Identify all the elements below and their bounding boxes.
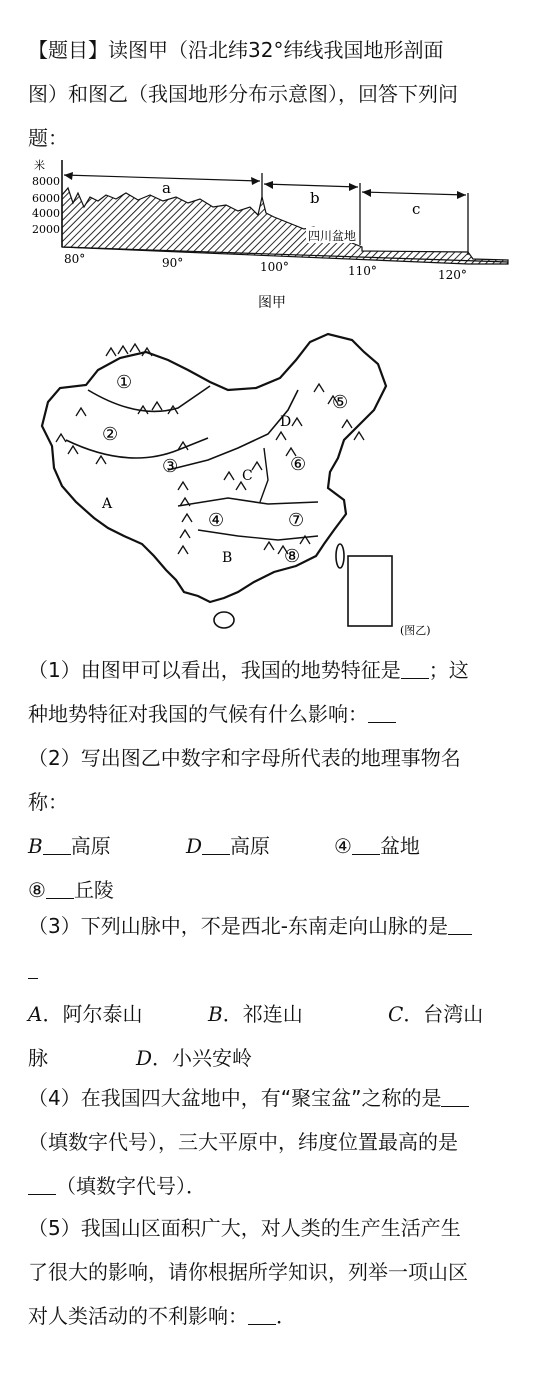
question-3 xyxy=(28,904,518,1080)
q2-eight-blank[interactable] xyxy=(46,876,74,899)
q5-line-3: 对人类活动的不利影响： xyxy=(28,1304,248,1328)
q3-opt-d[interactable]: ．小兴安岭 xyxy=(152,1046,253,1070)
q5-end: ． xyxy=(276,1304,296,1328)
q2-d-suffix: 高原 xyxy=(230,834,271,858)
figure-b-caption: (图乙) xyxy=(400,624,431,637)
intro-line-2: 图）和图乙（我国地形分布示意图），回答下列问 xyxy=(28,82,458,106)
label-6: ⑥ xyxy=(290,454,307,475)
intro-line-1: 【题目】读图甲（沿北纬32°纬线我国地形剖面 xyxy=(28,38,444,62)
q1-text-b: ；这 xyxy=(428,658,469,682)
q2-line-1: （2）写出图乙中数字和字母所代表的地理事物名 xyxy=(28,746,461,770)
q4-line-1: （4）在我国四大盆地中，有“聚宝盆”之称的是 xyxy=(28,1086,442,1110)
figure-a-caption: 图甲 xyxy=(258,295,286,311)
q3-opt-c-letter: C xyxy=(388,1002,404,1026)
q2-b-suffix: 高原 xyxy=(70,834,111,858)
hainan-island xyxy=(214,612,234,628)
label-5: ⑤ xyxy=(332,392,349,413)
q2-four-num: ④ xyxy=(334,834,352,858)
label-C: C xyxy=(242,468,253,484)
label-3: ③ xyxy=(162,456,179,477)
q3-blank[interactable] xyxy=(448,912,472,935)
question-5 xyxy=(28,1206,518,1338)
question-4 xyxy=(28,1076,518,1208)
label-A: A xyxy=(102,496,113,512)
question-2 xyxy=(28,736,518,912)
q1-blank-2[interactable] xyxy=(368,700,396,723)
q3-blank-cont xyxy=(28,956,38,979)
x-tick-80: 80° xyxy=(64,252,86,266)
q3-opt-b-letter: B xyxy=(208,1002,223,1026)
q4-blank-2[interactable] xyxy=(28,1172,56,1195)
q2-b-letter: B xyxy=(28,834,43,858)
q2-line-2: 称： xyxy=(28,790,68,814)
x-tick-100: 100° xyxy=(260,260,289,274)
terrain-profile xyxy=(62,188,508,264)
x-tick-110: 110° xyxy=(348,264,377,278)
y-tick-8000: 8000 xyxy=(32,175,60,188)
q3-opt-c-cont: 脉 xyxy=(28,1046,48,1070)
q3-opt-c[interactable]: ．台湾山 xyxy=(403,1002,484,1026)
y-tick-2000: 2000 xyxy=(32,223,60,236)
segment-c-label: c xyxy=(412,200,421,218)
south-sea-inset xyxy=(348,556,392,626)
figure-b-terrain-map xyxy=(28,330,458,640)
q2-eight-suffix: 丘陵 xyxy=(73,878,114,902)
q5-blank[interactable] xyxy=(248,1302,276,1325)
q4-blank-1[interactable] xyxy=(441,1084,469,1107)
x-tick-120: 120° xyxy=(438,268,467,282)
q1-text-a: （1）由图甲可以看出，我国的地势特征是 xyxy=(28,658,401,682)
q3-opt-b[interactable]: ．祁连山 xyxy=(222,1002,303,1026)
segment-b-label: b xyxy=(310,189,320,207)
q3-opt-d-letter: D xyxy=(136,1046,153,1070)
question-intro xyxy=(28,28,518,160)
q4-line-2: （填数字代号），三大平原中，纬度位置最高的是 xyxy=(28,1130,458,1154)
intro-line-3: 题： xyxy=(28,126,68,150)
label-7: ⑦ xyxy=(288,510,305,531)
china-outline xyxy=(42,334,386,602)
segment-a-label: a xyxy=(162,179,171,197)
taiwan-island xyxy=(336,544,344,568)
x-tick-90: 90° xyxy=(162,256,184,270)
label-8: ⑧ xyxy=(284,546,301,567)
q2-eight-num: ⑧ xyxy=(28,878,46,902)
q3-opt-a[interactable]: ．阿尔泰山 xyxy=(42,1002,143,1026)
q2-d-letter: D xyxy=(186,834,203,858)
y-tick-6000: 6000 xyxy=(32,192,60,205)
y-tick-4000: 4000 xyxy=(32,207,60,220)
figure-a-terrain-profile xyxy=(28,155,514,320)
q2-four-blank[interactable] xyxy=(352,832,380,855)
q2-four-suffix: 盆地 xyxy=(379,834,420,858)
label-2: ② xyxy=(102,424,119,445)
label-D: D xyxy=(280,414,292,430)
label-B: B xyxy=(222,550,233,566)
unit-label: 米 xyxy=(34,159,45,172)
q2-d-blank[interactable] xyxy=(202,832,230,855)
q5-line-1: （5）我国山区面积广大，对人类的生产生活产生 xyxy=(28,1216,461,1240)
q3-opt-a-letter: A xyxy=(28,1002,43,1026)
q1-text-line2: 种地势特征对我国的气候有什么影响： xyxy=(28,702,368,726)
q3-line-1: （3）下列山脉中，不是西北-东南走向山脉的是 xyxy=(28,914,448,938)
q2-b-blank[interactable] xyxy=(43,832,71,855)
label-4: ④ xyxy=(208,510,225,531)
q4-line-3: （填数字代号）． xyxy=(56,1174,206,1198)
question-1 xyxy=(28,648,518,736)
q5-line-2: 了很大的影响，请你根据所学知识，列举一项山区 xyxy=(28,1260,468,1284)
basin-label: 四川盆地 xyxy=(308,229,357,243)
q1-blank-1[interactable] xyxy=(401,656,429,679)
label-1: ① xyxy=(116,372,133,393)
